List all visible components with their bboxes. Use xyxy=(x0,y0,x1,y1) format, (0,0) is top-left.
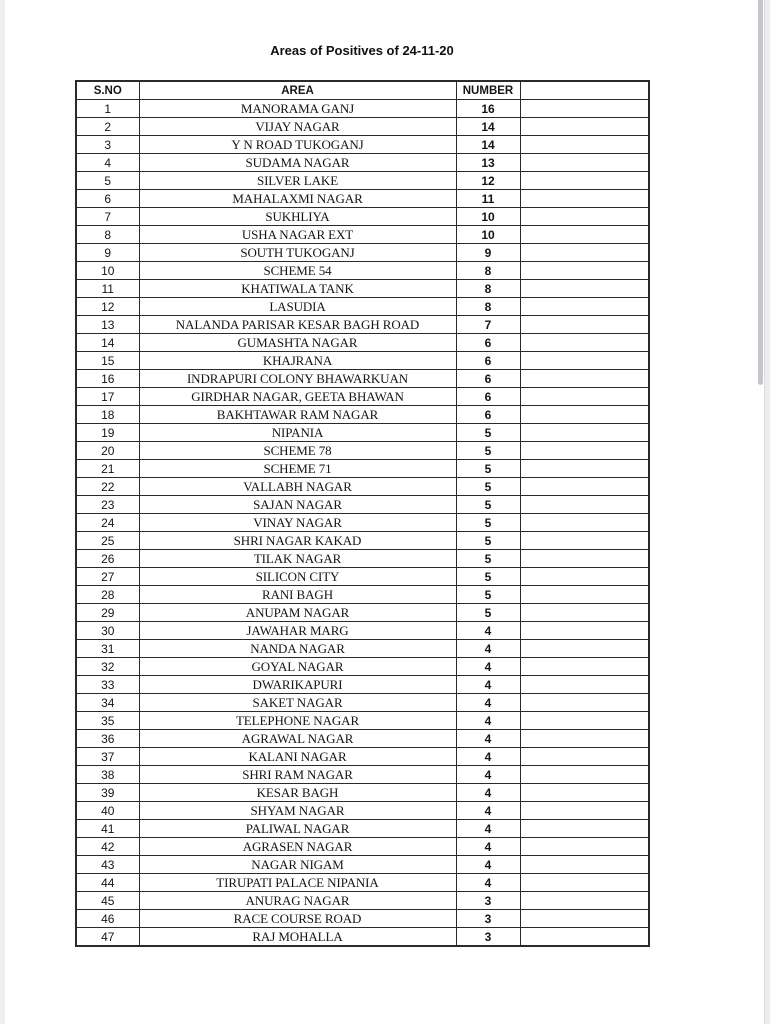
scrollbar-thumb[interactable] xyxy=(758,0,763,385)
cell-sno: 16 xyxy=(76,370,139,388)
cell-number: 5 xyxy=(456,532,520,550)
cell-sno: 37 xyxy=(76,748,139,766)
cell-blank xyxy=(520,550,649,568)
cell-number: 4 xyxy=(456,676,520,694)
cell-blank xyxy=(520,784,649,802)
cell-area: ANUPAM NAGAR xyxy=(139,604,456,622)
table-row xyxy=(76,820,649,838)
cell-area: KESAR BAGH xyxy=(139,784,456,802)
cell-number: 4 xyxy=(456,640,520,658)
cell-blank xyxy=(520,262,649,280)
table-row xyxy=(76,280,649,298)
cell-area: TILAK NAGAR xyxy=(139,550,456,568)
table-body xyxy=(76,100,649,947)
cell-area: Y N ROAD TUKOGANJ xyxy=(139,136,456,154)
cell-sno: 40 xyxy=(76,802,139,820)
cell-sno: 42 xyxy=(76,838,139,856)
cell-area: RANI BAGH xyxy=(139,586,456,604)
cell-blank xyxy=(520,226,649,244)
cell-number: 4 xyxy=(456,730,520,748)
table-row xyxy=(76,136,649,154)
cell-number: 10 xyxy=(456,226,520,244)
table-row xyxy=(76,316,649,334)
cell-sno: 36 xyxy=(76,730,139,748)
cell-sno: 24 xyxy=(76,514,139,532)
cell-number: 13 xyxy=(456,154,520,172)
cell-sno: 30 xyxy=(76,622,139,640)
cell-area: BAKHTAWAR RAM NAGAR xyxy=(139,406,456,424)
cell-blank xyxy=(520,892,649,910)
table-row xyxy=(76,442,649,460)
cell-sno: 41 xyxy=(76,820,139,838)
column-header-area: AREA xyxy=(139,81,456,100)
cell-blank xyxy=(520,406,649,424)
cell-number: 6 xyxy=(456,334,520,352)
cell-sno: 23 xyxy=(76,496,139,514)
table-row xyxy=(76,766,649,784)
cell-sno: 45 xyxy=(76,892,139,910)
table-row xyxy=(76,424,649,442)
cell-sno: 25 xyxy=(76,532,139,550)
cell-number: 4 xyxy=(456,874,520,892)
cell-sno: 1 xyxy=(76,100,139,118)
cell-number: 16 xyxy=(456,100,520,118)
cell-number: 3 xyxy=(456,910,520,928)
table-row xyxy=(76,622,649,640)
cell-sno: 12 xyxy=(76,298,139,316)
cell-area: NANDA NAGAR xyxy=(139,640,456,658)
cell-area: KHAJRANA xyxy=(139,352,456,370)
table-row xyxy=(76,838,649,856)
cell-number: 10 xyxy=(456,208,520,226)
cell-area: GOYAL NAGAR xyxy=(139,658,456,676)
cell-area: ANURAG NAGAR xyxy=(139,892,456,910)
cell-sno: 10 xyxy=(76,262,139,280)
cell-sno: 20 xyxy=(76,442,139,460)
cell-blank xyxy=(520,316,649,334)
cell-blank xyxy=(520,514,649,532)
cell-number: 6 xyxy=(456,370,520,388)
cell-blank xyxy=(520,172,649,190)
table-row xyxy=(76,298,649,316)
cell-number: 4 xyxy=(456,766,520,784)
cell-blank xyxy=(520,244,649,262)
cell-area: LASUDIA xyxy=(139,298,456,316)
column-header-blank xyxy=(520,81,649,100)
cell-sno: 43 xyxy=(76,856,139,874)
table-row xyxy=(76,568,649,586)
cell-area: SHRI NAGAR KAKAD xyxy=(139,532,456,550)
cell-blank xyxy=(520,928,649,947)
table-row xyxy=(76,658,649,676)
cell-number: 5 xyxy=(456,550,520,568)
table-row xyxy=(76,640,649,658)
cell-blank xyxy=(520,748,649,766)
cell-blank xyxy=(520,190,649,208)
cell-area: GUMASHTA NAGAR xyxy=(139,334,456,352)
cell-sno: 39 xyxy=(76,784,139,802)
cell-blank xyxy=(520,496,649,514)
cell-number: 6 xyxy=(456,352,520,370)
cell-sno: 6 xyxy=(76,190,139,208)
cell-sno: 15 xyxy=(76,352,139,370)
cell-number: 4 xyxy=(456,748,520,766)
cell-blank xyxy=(520,532,649,550)
cell-area: SCHEME 78 xyxy=(139,442,456,460)
cell-sno: 38 xyxy=(76,766,139,784)
cell-sno: 27 xyxy=(76,568,139,586)
cell-number: 8 xyxy=(456,298,520,316)
cell-number: 8 xyxy=(456,280,520,298)
cell-number: 7 xyxy=(456,316,520,334)
cell-area: GIRDHAR NAGAR, GEETA BHAWAN xyxy=(139,388,456,406)
cell-sno: 11 xyxy=(76,280,139,298)
table-row xyxy=(76,694,649,712)
cell-number: 11 xyxy=(456,190,520,208)
cell-number: 4 xyxy=(456,838,520,856)
cell-area: SCHEME 71 xyxy=(139,460,456,478)
table-row xyxy=(76,478,649,496)
cell-number: 4 xyxy=(456,784,520,802)
cell-area: RACE COURSE ROAD xyxy=(139,910,456,928)
cell-sno: 13 xyxy=(76,316,139,334)
table-row xyxy=(76,406,649,424)
cell-sno: 9 xyxy=(76,244,139,262)
cell-blank xyxy=(520,478,649,496)
cell-number: 4 xyxy=(456,712,520,730)
cell-blank xyxy=(520,694,649,712)
cell-sno: 8 xyxy=(76,226,139,244)
cell-sno: 26 xyxy=(76,550,139,568)
cell-area: MAHALAXMI NAGAR xyxy=(139,190,456,208)
cell-sno: 31 xyxy=(76,640,139,658)
cell-area: PALIWAL NAGAR xyxy=(139,820,456,838)
cell-number: 4 xyxy=(456,802,520,820)
cell-sno: 2 xyxy=(76,118,139,136)
cell-number: 6 xyxy=(456,406,520,424)
table-row xyxy=(76,226,649,244)
cell-number: 4 xyxy=(456,856,520,874)
table-row xyxy=(76,262,649,280)
table-row xyxy=(76,748,649,766)
cell-area: SOUTH TUKOGANJ xyxy=(139,244,456,262)
cell-blank xyxy=(520,712,649,730)
cell-area: DWARIKAPURI xyxy=(139,676,456,694)
cell-sno: 21 xyxy=(76,460,139,478)
cell-sno: 32 xyxy=(76,658,139,676)
cell-blank xyxy=(520,424,649,442)
cell-number: 14 xyxy=(456,118,520,136)
cell-number: 5 xyxy=(456,424,520,442)
table-row xyxy=(76,676,649,694)
cell-blank xyxy=(520,640,649,658)
cell-blank xyxy=(520,676,649,694)
cell-blank xyxy=(520,874,649,892)
table-row xyxy=(76,334,649,352)
cell-area: KALANI NAGAR xyxy=(139,748,456,766)
cell-area: SUKHLIYA xyxy=(139,208,456,226)
cell-sno: 7 xyxy=(76,208,139,226)
column-header-number: NUMBER xyxy=(456,81,520,100)
cell-number: 8 xyxy=(456,262,520,280)
table-row xyxy=(76,856,649,874)
cell-blank xyxy=(520,622,649,640)
cell-blank xyxy=(520,136,649,154)
cell-sno: 47 xyxy=(76,928,139,947)
cell-blank xyxy=(520,334,649,352)
cell-blank xyxy=(520,280,649,298)
table-row xyxy=(76,514,649,532)
cell-sno: 19 xyxy=(76,424,139,442)
cell-blank xyxy=(520,820,649,838)
cell-blank xyxy=(520,298,649,316)
cell-area: SILICON CITY xyxy=(139,568,456,586)
cell-blank xyxy=(520,154,649,172)
cell-blank xyxy=(520,568,649,586)
table-row xyxy=(76,712,649,730)
cell-blank xyxy=(520,460,649,478)
table-row xyxy=(76,892,649,910)
cell-blank xyxy=(520,802,649,820)
cell-area: AGRASEN NAGAR xyxy=(139,838,456,856)
cell-number: 4 xyxy=(456,694,520,712)
cell-number: 9 xyxy=(456,244,520,262)
cell-number: 5 xyxy=(456,586,520,604)
document-page xyxy=(5,0,764,1024)
table-row xyxy=(76,604,649,622)
cell-sno: 46 xyxy=(76,910,139,928)
cell-blank xyxy=(520,856,649,874)
cell-blank xyxy=(520,838,649,856)
cell-blank xyxy=(520,352,649,370)
table-row xyxy=(76,154,649,172)
cell-area: TIRUPATI PALACE NIPANIA xyxy=(139,874,456,892)
cell-area: NALANDA PARISAR KESAR BAGH ROAD xyxy=(139,316,456,334)
cell-sno: 35 xyxy=(76,712,139,730)
cell-area: SAJAN NAGAR xyxy=(139,496,456,514)
table-row xyxy=(76,802,649,820)
table-row xyxy=(76,352,649,370)
cell-sno: 4 xyxy=(76,154,139,172)
cell-number: 5 xyxy=(456,460,520,478)
cell-area: JAWAHAR MARG xyxy=(139,622,456,640)
table-row xyxy=(76,910,649,928)
cell-area: VALLABH NAGAR xyxy=(139,478,456,496)
table-row xyxy=(76,370,649,388)
cell-area: RAJ MOHALLA xyxy=(139,928,456,947)
table-row xyxy=(76,190,649,208)
cell-blank xyxy=(520,388,649,406)
cell-number: 4 xyxy=(456,658,520,676)
cell-sno: 18 xyxy=(76,406,139,424)
cell-number: 12 xyxy=(456,172,520,190)
cell-number: 5 xyxy=(456,478,520,496)
cell-blank xyxy=(520,118,649,136)
cell-sno: 34 xyxy=(76,694,139,712)
cell-area: SUDAMA NAGAR xyxy=(139,154,456,172)
table-row xyxy=(76,118,649,136)
table-row xyxy=(76,874,649,892)
cell-area: SILVER LAKE xyxy=(139,172,456,190)
cell-blank xyxy=(520,370,649,388)
table-row xyxy=(76,586,649,604)
table-row xyxy=(76,100,649,118)
table-row xyxy=(76,460,649,478)
cell-area: TELEPHONE NAGAR xyxy=(139,712,456,730)
cell-area: NIPANIA xyxy=(139,424,456,442)
cell-number: 5 xyxy=(456,514,520,532)
cell-area: VINAY NAGAR xyxy=(139,514,456,532)
cell-number: 3 xyxy=(456,892,520,910)
table-row xyxy=(76,388,649,406)
cell-area: KHATIWALA TANK xyxy=(139,280,456,298)
cell-blank xyxy=(520,766,649,784)
cell-area: USHA NAGAR EXT xyxy=(139,226,456,244)
scrollbar-track[interactable] xyxy=(764,0,770,1024)
cell-blank xyxy=(520,910,649,928)
cell-blank xyxy=(520,442,649,460)
cell-area: AGRAWAL NAGAR xyxy=(139,730,456,748)
cell-number: 6 xyxy=(456,388,520,406)
cell-area: SHRI RAM NAGAR xyxy=(139,766,456,784)
cell-number: 3 xyxy=(456,928,520,947)
cell-sno: 17 xyxy=(76,388,139,406)
cell-sno: 5 xyxy=(76,172,139,190)
cell-area: SHYAM NAGAR xyxy=(139,802,456,820)
cell-number: 4 xyxy=(456,820,520,838)
cell-area: MANORAMA GANJ xyxy=(139,100,456,118)
table-row xyxy=(76,496,649,514)
table-row xyxy=(76,928,649,947)
document-title: Areas of Positives of 24-11-20 xyxy=(270,43,454,58)
table-header-row xyxy=(76,81,649,100)
table-row xyxy=(76,244,649,262)
cell-area: VIJAY NAGAR xyxy=(139,118,456,136)
cell-sno: 44 xyxy=(76,874,139,892)
cell-number: 5 xyxy=(456,604,520,622)
cell-area: SCHEME 54 xyxy=(139,262,456,280)
column-header-sno: S.NO xyxy=(76,81,139,100)
table-row xyxy=(76,784,649,802)
cell-area: INDRAPURI COLONY BHAWARKUAN xyxy=(139,370,456,388)
cell-area: NAGAR NIGAM xyxy=(139,856,456,874)
cell-number: 5 xyxy=(456,442,520,460)
cell-blank xyxy=(520,730,649,748)
cell-sno: 3 xyxy=(76,136,139,154)
cell-sno: 33 xyxy=(76,676,139,694)
table-row xyxy=(76,172,649,190)
cell-number: 14 xyxy=(456,136,520,154)
table-row xyxy=(76,550,649,568)
cell-blank xyxy=(520,586,649,604)
table-row xyxy=(76,730,649,748)
cell-number: 5 xyxy=(456,568,520,586)
cell-blank xyxy=(520,604,649,622)
cell-blank xyxy=(520,208,649,226)
cell-number: 5 xyxy=(456,496,520,514)
cell-area: SAKET NAGAR xyxy=(139,694,456,712)
cell-sno: 29 xyxy=(76,604,139,622)
cell-blank xyxy=(520,100,649,118)
table-row xyxy=(76,532,649,550)
cell-sno: 14 xyxy=(76,334,139,352)
cell-sno: 22 xyxy=(76,478,139,496)
areas-table xyxy=(75,80,650,947)
table-row xyxy=(76,208,649,226)
cell-blank xyxy=(520,658,649,676)
cell-sno: 28 xyxy=(76,586,139,604)
cell-number: 4 xyxy=(456,622,520,640)
